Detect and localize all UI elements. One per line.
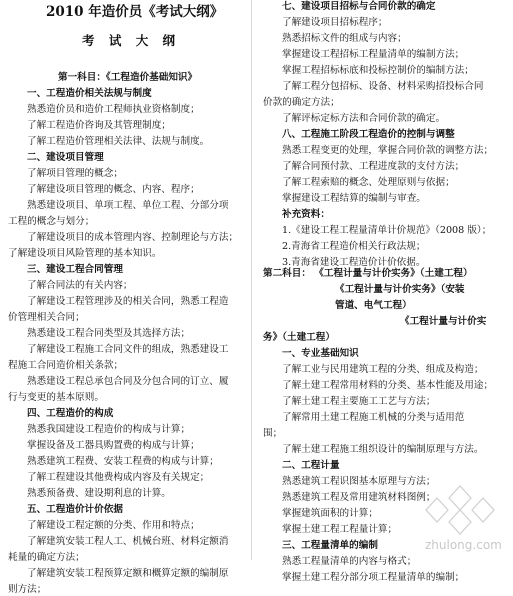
body-line: 了解项目管理的概念； <box>27 168 123 179</box>
body-line: 熟悉我国建设工程造价的构成与计算； <box>27 424 191 435</box>
body-line: 了解工程分包招标、设备、材料采购招投标合同 <box>282 81 484 92</box>
body-line: 了解土建工程常用材料的分类、基本性能及用途； <box>282 380 494 391</box>
body-line: 了解建筑安装工程人工、机械台班、材料定额消 <box>27 536 229 547</box>
section-heading: 八、工程施工阶段工程造价的控制与调整 <box>282 129 455 140</box>
body-line: 程施工合同造价相关条款； <box>8 360 124 371</box>
body-line: 则方法； <box>8 584 47 595</box>
body-line: 了解常用土建工程施工机械的分类与适用范 <box>282 412 465 423</box>
body-line: 价款的确定方法； <box>263 97 340 108</box>
subject-heading-line: 《工程计量与计价实 <box>400 316 487 327</box>
body-line: 熟悉工程变更的处理，掌握合同价款的调整方法； <box>282 145 494 156</box>
supplement-heading: 补充资料： <box>282 209 330 220</box>
watermark-text: zhulong.com <box>425 538 502 552</box>
body-line: 围； <box>263 428 283 439</box>
section-heading: 三、工程量清单的编制 <box>282 540 378 551</box>
body-line: 熟悉建设工程合同类型及其选择方法； <box>27 328 191 339</box>
watermark <box>417 482 503 552</box>
body-line: 掌握工程招标标底和投标控制价的编制方法； <box>282 65 474 76</box>
body-line: 了解建设项目招标程序； <box>282 17 388 28</box>
section-heading: 四、工程造价的构成 <box>27 408 114 419</box>
body-line: 掌握建筑面积的计算； <box>282 508 378 519</box>
body-line: 了解建设项目风险管理的基本知识。 <box>8 248 162 259</box>
document-subtitle: 考 试 大 纲 <box>82 33 181 48</box>
body-line: 熟悉建筑工程识图基本原理与方法； <box>282 476 436 487</box>
section-heading: 一、工程造价相关法规与制度 <box>27 88 152 99</box>
section-heading: 一、专业基础知识 <box>282 348 359 359</box>
body-line: 熟悉工程量清单的内容与格式； <box>282 556 417 567</box>
body-line: 掌握建设工程结算的编制与审查。 <box>282 193 426 204</box>
body-line: 了解合同法的有关内容； <box>27 280 133 291</box>
body-line: 掌握土建工程分部分项工程量清单的编制； <box>282 572 465 583</box>
body-line: 熟悉建筑工程及常用建筑材料图例； <box>282 492 436 503</box>
body-line: 了解合同预付款、工程进度款的支付方法； <box>282 161 465 172</box>
body-line: 掌握设备及工器具购置费的构成与计算； <box>27 440 200 451</box>
subject-heading-line: 管道、电气工程） <box>335 300 412 311</box>
body-line: 了解工业与民用建筑工程的分类、组成及构造； <box>282 364 484 375</box>
body-line: 掌握土建工程工程量计算； <box>282 524 398 535</box>
body-line: 价管理相关合同； <box>8 312 85 323</box>
subject-heading: 第二科目： 《工程计量与计价实务》（土建工程） <box>263 268 473 279</box>
body-line: 熟悉建设项目、单项工程、单位工程、分部分项 <box>27 200 229 211</box>
section-heading: 二、工程计量 <box>282 460 340 471</box>
subject-heading-line: 《工程计量与计价实务》（安装 <box>335 284 465 295</box>
body-line: 了解建设工程定额的分类、作用和特点； <box>27 520 200 531</box>
body-line: 熟悉建设工程总承包合同及分包合同的订立、履 <box>27 376 229 387</box>
subject-heading: 第一科目：《工程造价基础知识》 <box>58 72 198 83</box>
body-line: 熟悉招标文件的组成与内容； <box>282 33 407 44</box>
body-line: 熟悉建筑工程费、安装工程费的构成与计算； <box>27 456 219 467</box>
document-title: 2010 年造价员《考试大纲》 <box>46 4 224 20</box>
body-line: 了解评标定标方法和合同价款的确定。 <box>282 113 446 124</box>
section-heading: 五、工程造价计价依据 <box>27 504 123 515</box>
column-divider <box>251 0 252 560</box>
body-line: 了解工程建设其他费构成内容及有关规定； <box>27 472 210 483</box>
body-line: 了解工程造价咨询及其管理制度； <box>27 120 171 131</box>
section-heading: 三、建设工程合同管理 <box>27 264 123 275</box>
section-heading: 二、建设项目管理 <box>27 152 104 163</box>
reference-item: 2.青海省工程造价相关行政法规； <box>282 241 426 252</box>
watermark-logo-icon <box>417 482 503 538</box>
body-line: 了解建设工程施工合同文件的组成，熟悉建设工 <box>27 344 229 355</box>
body-line: 行与变更的基本原则。 <box>8 392 104 403</box>
body-line: 了解建设工程管理涉及的相关合同，熟悉工程造 <box>27 296 229 307</box>
body-line: 了解建筑安装工程预算定额和概算定额的编制原 <box>27 568 229 579</box>
body-line: 工程的概念与划分； <box>8 216 95 227</box>
body-line: 了解工程造价管理相关法律、法规与制度。 <box>27 136 210 147</box>
body-line: 了解工程索赔的概念、处理原则与依据； <box>282 177 455 188</box>
body-line: 熟悉造价员和造价工程师执业资格制度； <box>27 104 200 115</box>
body-line: 耗量的确定方法； <box>8 552 85 563</box>
body-line: 了解土建工程施工组织设计的编制原理与方法。 <box>282 444 484 455</box>
subject-heading-line: 务》（土建工程） <box>263 332 335 343</box>
body-line: 熟悉预备费、建设期利息的计算。 <box>27 488 171 499</box>
reference-item: 3.青海省建设工程造价计价依据。 <box>282 257 426 268</box>
body-line: 了解土建工程主要施工工艺与方法； <box>282 396 436 407</box>
section-heading: 七、建设项目招标与合同价款的确定 <box>282 1 436 12</box>
body-line: 掌握建设工程招标工程量清单的编制方法； <box>282 49 465 60</box>
reference-item: 1.《建设工程工程量清单计价规范》（2008 版）； <box>282 225 492 236</box>
body-line: 了解建设项目管理的概念、内容、程序； <box>27 184 200 195</box>
body-line: 了解建设项目的成本管理内容、控制理论与方法； <box>27 232 239 243</box>
